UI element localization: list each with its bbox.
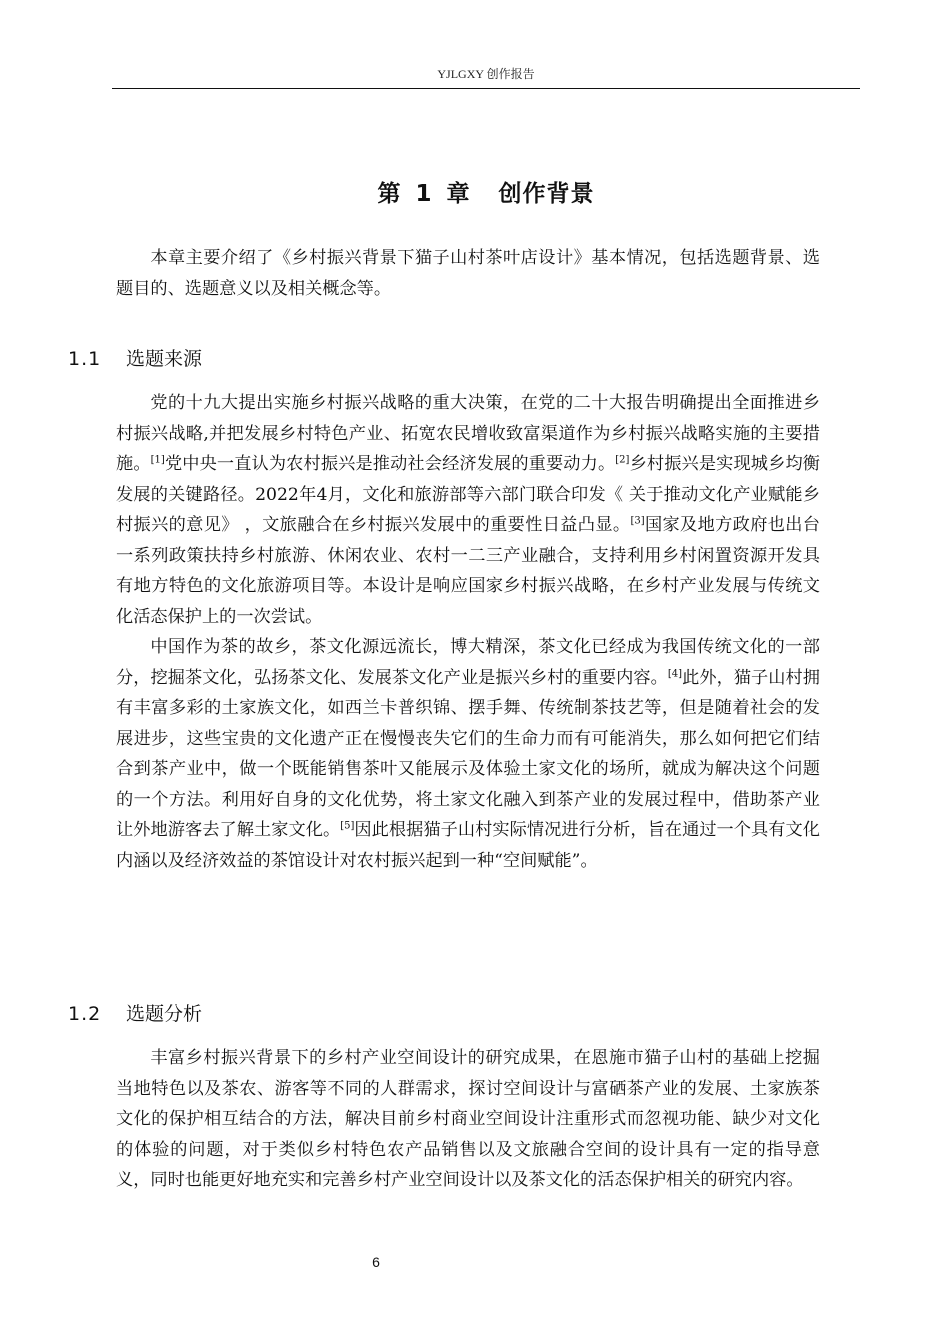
section-number: 1.2 (68, 1003, 102, 1025)
section-heading-1-1 (68, 344, 820, 374)
section-1-1-paragraph-1 (116, 388, 820, 632)
header-rule (112, 88, 860, 89)
text-run: 国家及地方政府也出台一系列政策扶持乡村旅游、休闲农业、农村一二三产业融合，支持利用乡村闲置资源开发具有地方特色的文化旅游项目等。本设计是响应国家乡村振兴战略，在乡村产业发展与传统文化活态保护上的一次尝试。 (116, 515, 820, 627)
section-title: 选题分析 (126, 1003, 203, 1025)
section-1-1-body (116, 388, 820, 876)
chapter-label-prefix: 第 (377, 181, 402, 207)
text-run: 党的十九大提出实施乡村振兴战略的重大决策，在党的二十大报告明确提出全面推进乡村振兴战略,并把发展乡村特色产业、拓宽农民增收致富渠道作为乡村振兴战略实施的主要措施。 (116, 393, 820, 474)
citation-5: [5] (340, 820, 355, 832)
chapter-intro (116, 243, 820, 304)
section-number: 1.1 (68, 348, 102, 370)
chapter-label-suffix: 章 (446, 181, 471, 207)
chapter-title-text: 创作背景 (498, 181, 595, 207)
text-run: 因此根据猫子山村实际情况进行分析，旨在通过一个具有文化内涵以及经济效益的茶馆设计对农村振兴起到一种“空间赋能”。 (116, 820, 820, 871)
section-1-1-paragraph-2 (116, 632, 820, 876)
section-title: 选题来源 (126, 348, 203, 370)
running-header: YJLGXY 创作报告 (437, 67, 535, 81)
citation-1: [1] (150, 454, 165, 466)
section-1-2-paragraph-1: 丰富乡村振兴背景下的乡村产业空间设计的研究成果，在恩施市猫子山村的基础上挖掘当地特色以及茶农、游客等不同的人群需求，探讨空间设计与富硒茶产业的发展、土家族茶文化的保护相互结合的方法，解决目前乡村商业空间设计注重形式而忽视功能、缺少对文化的体验的问题，对于类似乡村特色农产品销售以及文旅融合空间的设计具有一定的指导意义，同时也能更好地充实和完善乡村产业空间设计以及茶文化的活态保护相关的研究内容。 (116, 1048, 820, 1190)
text-run: 此外，猫子山村拥有丰富多彩的土家族文化，如西兰卡普织锦、摆手舞、传统制茶技艺等，但是随着社会的发展进步，这些宝贵的文化遗产正在慢慢丧失它们的生命力而有可能消失，那么如何把它们结合到茶产业中，做一个既能销售茶叶又能展示及体验土家文化的场所，就成为解决这个问题的一个方法。利用好自身的文化优势，将土家文化融入到茶产业的发展过程中，借助茶产业让外地游客去了解土家文化。 (116, 667, 820, 840)
text-run: 党中央一直认为农村振兴是推动社会经济发展的重要动力。 (164, 454, 616, 474)
intro-paragraph: 本章主要介绍了《乡村振兴背景下猫子山村茶叶店设计》基本情况，包括选题背景、选题目的、选题意义以及相关概念等。 (116, 248, 820, 299)
text-run: 中国作为茶的故乡，茶文化源远流长，博大精深，茶文化已经成为我国传统文化的一部分，挖掘茶文化，弘扬茶文化、发展茶文化产业是振兴乡村的重要内容。 (116, 637, 820, 688)
section-1-2-body (116, 1043, 820, 1196)
text-run: 乡村振兴是实现城乡均衡发展的关键路径。2022年4月，文化和旅游部等六部门联合印发《 关于推动文化产业赋能乡村振兴的意见》 ，文旅融合在乡村振兴发展中的重要性日益凸显。 (116, 454, 820, 535)
citation-2: [2] (615, 454, 630, 466)
chapter-title (112, 176, 860, 212)
section-heading-1-2 (68, 999, 820, 1029)
citation-4: [4] (667, 667, 683, 679)
chapter-number: 1 (415, 181, 433, 207)
page-number: 6 (372, 1254, 380, 1270)
citation-3: [3] (630, 515, 645, 527)
